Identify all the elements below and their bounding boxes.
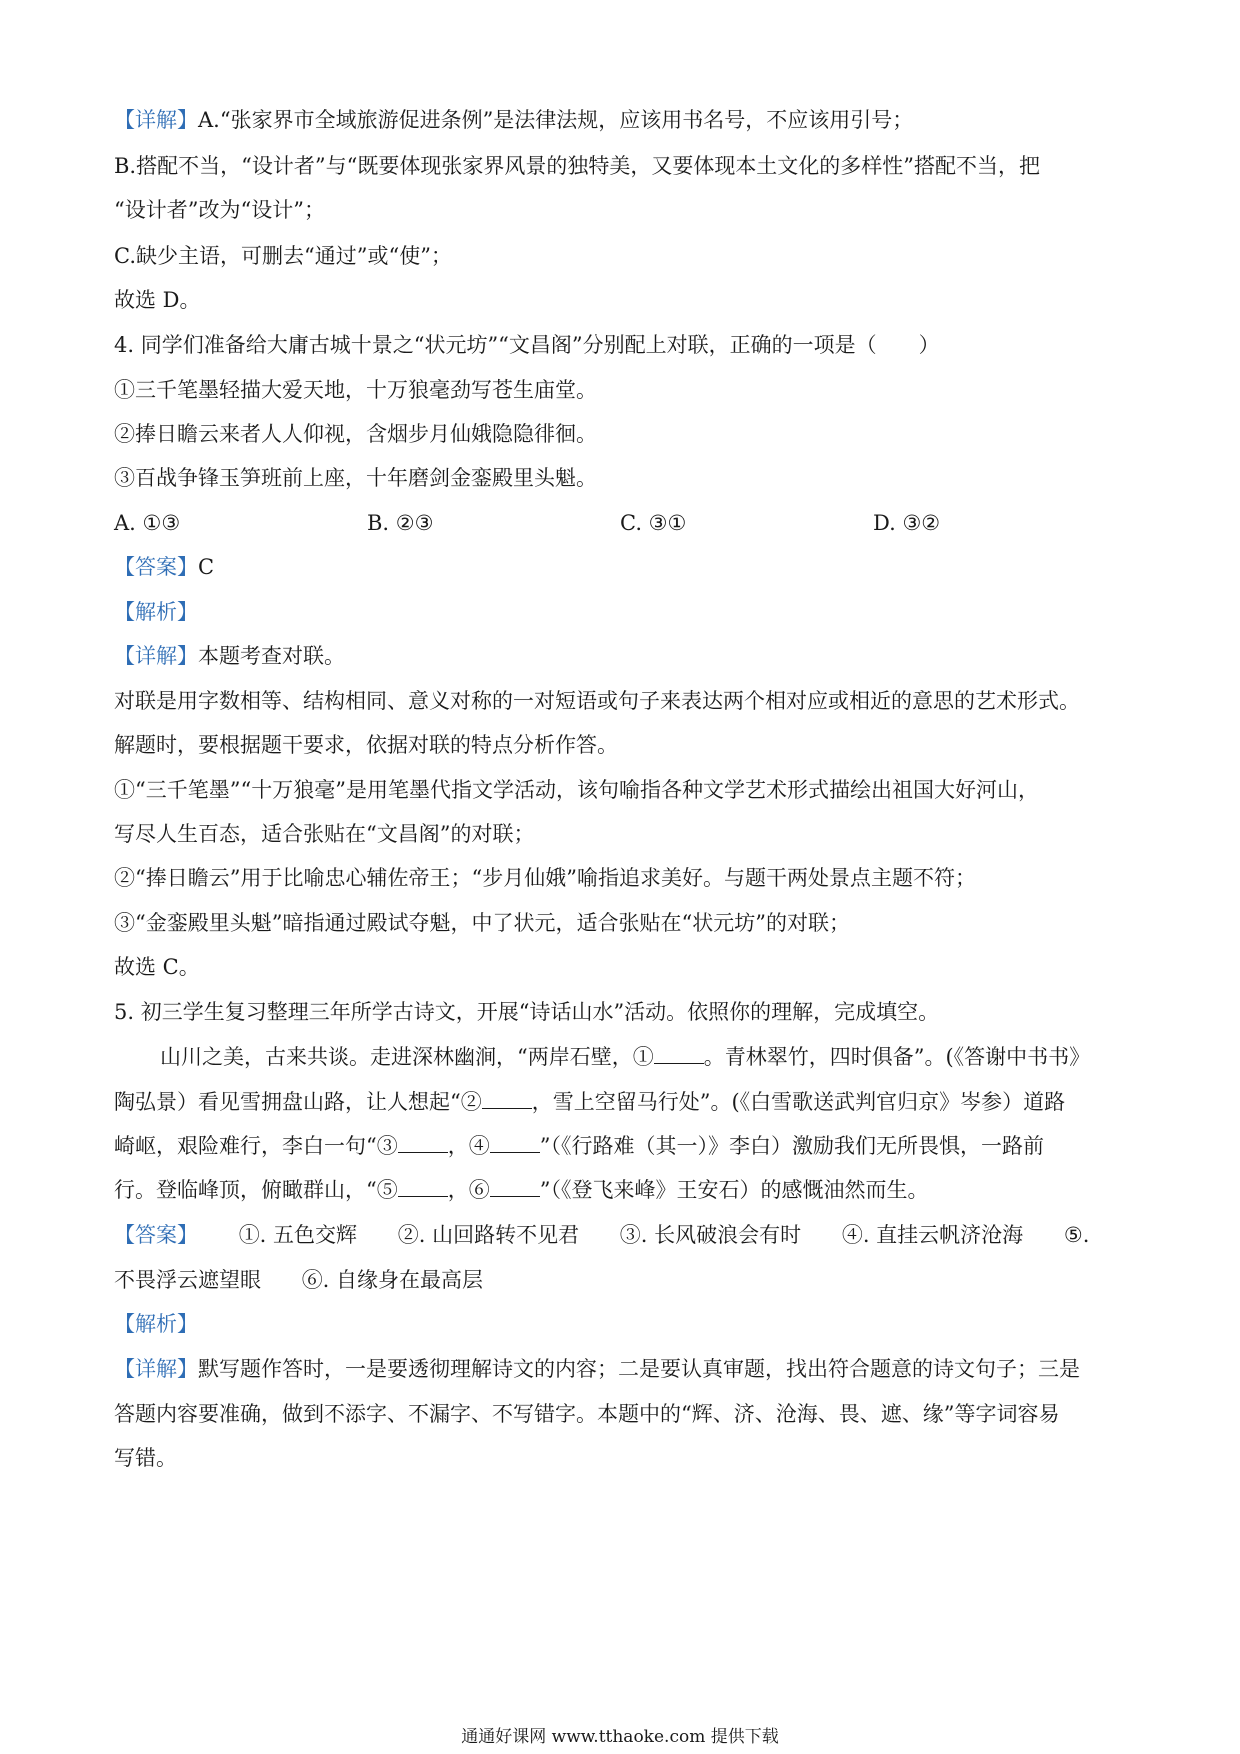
q3-conclusion: 故选 D。 <box>114 288 201 312</box>
q5-passage-line-4 <box>114 1176 1134 1204</box>
analysis-tag: 【解析】 <box>114 1312 198 1336</box>
q5-passage-text: 行。登临峰顶，俯瞰群山，“⑤ <box>114 1178 398 1202</box>
q5-passage-text: 陶弘景）看见雪拥盘山路，让人想起“② <box>114 1090 482 1114</box>
q5-analysis-line <box>114 1310 1134 1338</box>
q5-answer-2: ②. 山回路转不见君 <box>397 1223 580 1247</box>
q5-answer-1: ①. 五色交辉 <box>238 1223 358 1247</box>
q5-passage-text: 山川之美，古来共谈。走进深林幽涧，“两岸石壁，① <box>160 1045 654 1069</box>
q5-detail-line-2: 答题内容要准确，做到不添字、不漏字、不写错字。本题中的“辉、济、沧海、畏、遮、缘”等字词容易 <box>114 1402 1060 1426</box>
q4-option-d: D. ③② <box>873 511 941 535</box>
q4-detail-line-3: 解题时，要根据题干要求，依据对联的特点分析作答。 <box>114 733 618 757</box>
q5-passage-line-1 <box>160 1043 1134 1071</box>
q5-answer-line-2 <box>114 1266 1134 1294</box>
q5-passage-text: ，⑥ <box>447 1178 490 1202</box>
q3-detail-line-2: B.搭配不当，“设计者”与“既要体现张家界风景的独特美，又要体现本土文化的多样性”搭配不当，把 <box>114 154 1041 178</box>
detail-tag: 【详解】 <box>114 108 198 132</box>
q5-answer-4: ④. 直挂云帆济沧海 <box>841 1223 1024 1247</box>
q4-option-b: B. ②③ <box>367 511 434 535</box>
q4-detail-line-6: ②“捧日瞻云”用于比喻忠心辅佐帝王；“步月仙娥”喻指追求美好。与题干两处景点主题不符； <box>114 866 976 890</box>
q3-detail-line-3: “设计者”改为“设计”； <box>114 198 325 222</box>
q5-detail-line-1 <box>114 1355 1134 1383</box>
q5-passage-text: 崎岖，艰险难行，李白一句“③ <box>114 1134 398 1158</box>
q5-passage-line-2 <box>114 1088 1134 1116</box>
q4-detail-line-1 <box>114 642 1134 670</box>
q5-answer-5: ⑤. <box>1063 1223 1090 1247</box>
q4-analysis-line <box>114 598 1134 626</box>
q4-option-a: A. ①③ <box>114 511 181 535</box>
blank-1 <box>654 1043 704 1064</box>
answer-tag: 【答案】 <box>114 555 198 579</box>
q5-passage-text: ”（《行路难（其一）》李白）激励我们无所畏惧，一路前 <box>539 1134 1044 1158</box>
q5-passage-line-3 <box>114 1132 1134 1160</box>
q5-answer-3: ③. 长风破浪会有时 <box>619 1223 802 1247</box>
q5-answer-line <box>114 1221 1134 1249</box>
q5-passage-text: ”（《登飞来峰》王安石）的感慨油然而生。 <box>539 1178 929 1202</box>
answer-tag: 【答案】 <box>114 1223 198 1247</box>
detail-tag: 【详解】 <box>114 644 198 668</box>
detail-tag: 【详解】 <box>114 1357 198 1381</box>
q3-detail-line-1 <box>114 106 1134 134</box>
q4-detail-line-7: ③“金銮殿里头魁”暗指通过殿试夺魁，中了状元，适合张贴在“状元坊”的对联； <box>114 911 850 935</box>
blank-5 <box>398 1176 448 1197</box>
q4-detail-text-1: 本题考查对联。 <box>198 644 345 668</box>
q4-answer-line <box>114 553 1134 581</box>
q5-detail-text-1: 默写题作答时，一是要透彻理解诗文的内容；二是要认真审题，找出符合题意的诗文句子；三是 <box>198 1357 1080 1381</box>
q5-passage-text: 。青林翠竹，四时俱备”。(《答谢中书书》 <box>703 1045 1091 1069</box>
analysis-tag: 【解析】 <box>114 600 198 624</box>
q4-stem: 4. 同学们准备给大庸古城十景之“状元坊”“文昌阁”分别配上对联，正确的一项是（ ） <box>114 333 940 357</box>
blank-6 <box>490 1176 540 1197</box>
q4-detail-line-5: 写尽人生百态，适合张贴在“文昌阁”的对联； <box>114 822 535 846</box>
q5-answer-5-cont: 不畏浮云遮望眼 <box>114 1268 261 1292</box>
blank-4 <box>490 1132 540 1153</box>
q4-item-1: ①三千笔墨轻描大爱天地，十万狼毫劲写苍生庙堂。 <box>114 378 597 402</box>
blank-2 <box>482 1088 532 1109</box>
q4-answer: C <box>198 555 215 579</box>
q4-option-c: C. ③① <box>620 511 687 535</box>
page-footer: 通通好课网 www.tthaoke.com 提供下载 <box>461 1727 779 1747</box>
q4-detail-line-4: ①“三千笔墨”“十万狼毫”是用笔墨代指文学活动，该句喻指各种文学艺术形式描绘出祖国大好河山， <box>114 778 1039 802</box>
q3-detail-text-1: A.“张家界市全域旅游促进条例”是法律法规，应该用书名号，不应该用引号； <box>198 108 914 132</box>
q4-item-2: ②捧日瞻云来者人人仰视，含烟步月仙娥隐隐徘徊。 <box>114 422 597 446</box>
q5-detail-line-3: 写错。 <box>114 1446 177 1470</box>
q5-passage-text: ，雪上空留马行处”。(《白雪歌送武判官归京》岑参）道路 <box>531 1090 1066 1114</box>
blank-3 <box>398 1132 448 1153</box>
q5-answer-6: ⑥. 自缘身在最高层 <box>301 1268 484 1292</box>
q3-detail-line-4: C.缺少主语，可删去“通过”或“使”； <box>114 244 452 268</box>
q4-conclusion: 故选 C。 <box>114 955 200 979</box>
q5-stem: 5. 初三学生复习整理三年所学古诗文，开展“诗话山水”活动。依照你的理解，完成填空。 <box>114 1000 940 1024</box>
q4-detail-line-2: 对联是用字数相等、结构相同、意义对称的一对短语或句子来表达两个相对应或相近的意思的艺术形式。 <box>114 689 1080 713</box>
q4-item-3: ③百战争锋玉笋班前上座，十年磨剑金銮殿里头魁。 <box>114 466 597 490</box>
q5-passage-text: ，④ <box>447 1134 490 1158</box>
